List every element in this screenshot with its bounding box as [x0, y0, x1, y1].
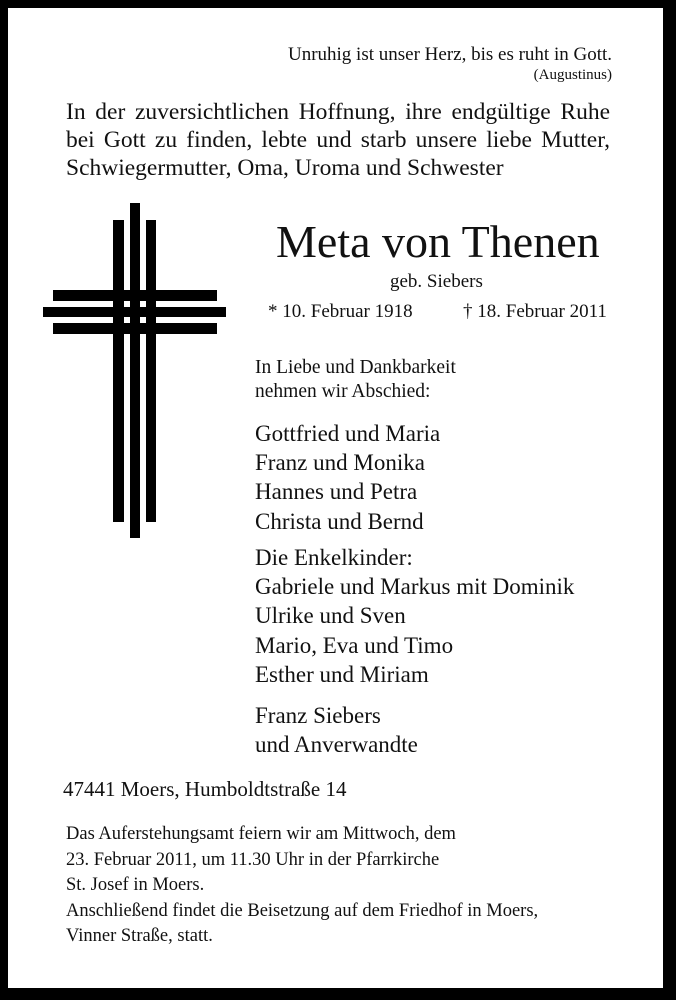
- service-line: Vinner Straße, statt.: [66, 926, 213, 947]
- maiden-name: geb. Siebers: [390, 271, 483, 292]
- farewell-text: [255, 356, 456, 404]
- list-item: Gottfried und Maria: [255, 421, 441, 446]
- farewell-line: nehmen wir Abschied:: [255, 381, 431, 402]
- deceased-name: Meta von Thenen: [276, 216, 600, 267]
- intro-text: [66, 98, 610, 182]
- list-item: Mario, Eva und Timo: [255, 632, 454, 658]
- list-item: Franz und Monika: [255, 450, 425, 476]
- list-item: Franz Siebers: [255, 703, 381, 728]
- birth-date: * 10. Februar 1918: [268, 301, 413, 322]
- list-item: Ulrike und Sven: [255, 603, 406, 629]
- list-item: Christa und Bernd: [255, 508, 424, 534]
- service-line: Das Auferstehungsamt feiern wir am Mittwoch, dem: [66, 824, 456, 844]
- service-line: St. Josef in Moers.: [66, 875, 205, 896]
- list-item: und Anverwandte: [255, 732, 418, 758]
- address: 47441 Moers, Humboldtstraße 14: [63, 777, 347, 801]
- list-item: Gabriele und Markus mit Dominik: [255, 574, 575, 600]
- intro-line: In der zuversichtlichen Hoffnung, ihre endgültige Ruhe: [66, 99, 610, 125]
- service-line: Anschließend findet die Beisetzung auf dem Friedhof in Moers,: [66, 900, 539, 921]
- others-list: [255, 701, 418, 759]
- children-list: [255, 419, 440, 536]
- intro-line: Schwiegermutter, Oma, Uroma und Schwester: [66, 155, 504, 181]
- epigraph-quote: Unruhig ist unser Herz, bis es ruht in Gott.: [287, 44, 612, 65]
- epigraph-source: (Augustinus): [533, 67, 612, 83]
- grandchildren-heading: Die Enkelkinder:: [255, 545, 413, 570]
- list-item: Esther und Miriam: [255, 661, 429, 687]
- grandchildren-list: [255, 543, 574, 689]
- list-item: Hannes und Petra: [255, 479, 418, 505]
- service-line: 23. Februar 2011, um 11.30 Uhr in der Pfarrkirche: [66, 849, 440, 870]
- intro-line: bei Gott zu finden, lebte und starb unsere liebe Mutter,: [66, 127, 610, 153]
- death-date: † 18. Februar 2011: [463, 301, 607, 322]
- service-info: [66, 822, 538, 950]
- life-dates: [268, 301, 624, 323]
- farewell-line: In Liebe und Dankbarkeit: [255, 357, 456, 378]
